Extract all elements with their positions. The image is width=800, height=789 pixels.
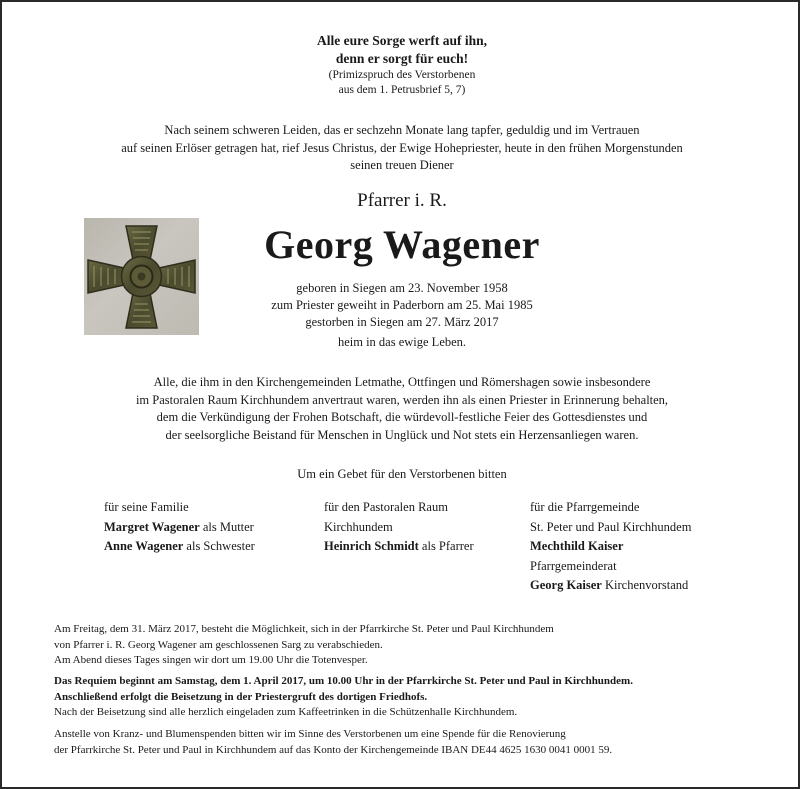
birth-line: geboren in Siegen am 23. November 1958 <box>296 281 508 295</box>
mourners-family <box>104 498 255 557</box>
motto-line-1: Alle eure Sorge werft auf ihn, <box>317 33 487 48</box>
parish-place: St. Peter und Paul Kirchhundem <box>530 519 692 534</box>
family-mourner-1 <box>104 518 255 538</box>
mourners-parish <box>530 498 691 596</box>
farewell-line-1: Am Freitag, dem 31. März 2017, besteht die Möglichkeit, sich in der Pfarrkirche St. Peter und Paul Kirchhundem <box>54 623 554 635</box>
family-mourner-2 <box>104 537 255 557</box>
tribute-line-1: Alle, die ihm in den Kirchengemeinden Letmathe, Ottfingen und Römershagen sowie insbesondere <box>153 375 651 389</box>
mourner-name: Heinrich Schmidt <box>324 539 419 553</box>
requiem-notice <box>54 674 764 721</box>
mourner-name: Margret Wagener <box>104 519 200 534</box>
motto-source-1: (Primizspruch des Verstorbenen <box>328 69 476 81</box>
intro-paragraph <box>42 122 762 175</box>
tribute-line-2: im Pastoralen Raum Kirchhundem anvertraut waren, werden ihn als einen Priester in Erinnerung behalten, <box>135 392 669 407</box>
motto-line-2: denn er sorgt für euch! <box>335 51 469 66</box>
requiem-line-1: Das Requiem beginnt am Samstag, dem 1. April 2017, um 10.00 Uhr in der Pfarrkirche St. Peter und Paul in Kirchhundem. <box>54 675 633 687</box>
death-line: gestorben in Siegen am 27. März 2017 <box>305 315 499 329</box>
life-dates <box>2 280 800 331</box>
donation-line-2: der Pfarrkirche St. Peter und Paul in Kirchhundem auf das Konto der Kirchengemeinde IBAN DE44 4625 1630 0041 0001 59. <box>54 743 613 756</box>
eternal-life-line: heim in das ewige Leben. <box>337 335 467 349</box>
mourner-name: Georg Kaiser <box>530 578 602 592</box>
farewell-line-3: Am Abend dieses Tages singen wir dort um 19.00 Uhr die Totenvesper. <box>54 654 368 666</box>
council-label: Pfarrgemeinderat <box>530 558 617 573</box>
family-heading: für seine Familie <box>104 500 189 514</box>
farewell-line-2: von Pfarrer i. R. Georg Wagener am geschlossenen Sarg zu verabschieden. <box>54 638 383 651</box>
donation-notice <box>54 727 764 758</box>
intro-line-2: auf seinen Erlöser getragen hat, rief Jesus Christus, der Ewige Hohepriester, heute in den frühen Morgenstunden <box>121 140 683 155</box>
prayer-request: Um ein Gebet für den Verstorbenen bitten <box>297 467 507 481</box>
mourners-pastoral <box>324 498 474 557</box>
tribute-line-4: der seelsorgliche Beistand für Menschen in Unglück und Not stets ein Herzensanliegen waren. <box>165 427 639 442</box>
mourner-name: Mechthild Kaiser <box>530 539 624 553</box>
mourner-name: Anne Wagener <box>104 539 184 553</box>
mourner-role: Kirchenvorstand <box>604 578 689 592</box>
intro-line-1: Nach seinem schweren Leiden, das er sechzehn Monate lang tapfer, geduldig und im Vertrauen <box>164 123 640 137</box>
requiem-line-2: Anschließend erfolgt die Beisetzung in der Priestergruft des dortigen Friedhofs. <box>54 690 428 703</box>
tribute-line-3: dem die Verkündigung der Frohen Botschaft, die würdevoll-festliche Feier des Gottesdienstes und <box>156 410 648 424</box>
donation-line-1: Anstelle von Kranz- und Blumenspenden bitten wir im Sinne des Verstorbenen um eine Spende für die Renovierung <box>54 728 566 740</box>
mourner-role: als Schwester <box>186 539 255 553</box>
ordination-line: zum Priester geweiht in Paderborn am 25. Mai 1985 <box>271 298 533 312</box>
parish-heading: für die Pfarrgemeinde <box>530 500 640 514</box>
mourner-role: als Pfarrer <box>421 539 474 553</box>
pastoral-place: Kirchhundem <box>324 519 393 534</box>
requiem-line-3: Nach der Beisetzung sind alle herzlich eingeladen zum Kaffeetrinken in die Schützenhalle Kirchhundem. <box>54 706 518 718</box>
motto-source-2: aus dem 1. Petrusbrief 5, 7) <box>338 84 466 96</box>
pastoral-mourner-1 <box>324 537 474 557</box>
motto-block <box>2 32 800 98</box>
farewell-notice <box>54 622 764 669</box>
parish-mourner-2 <box>530 576 691 596</box>
pastoral-heading: für den Pastoralen Raum <box>324 500 448 514</box>
tribute-paragraph <box>42 374 762 444</box>
deceased-title: Pfarrer i. R. <box>357 190 447 211</box>
deceased-name: Georg Wagener <box>264 222 540 267</box>
intro-line-3: seinen treuen Diener <box>350 158 454 172</box>
mourner-role: als Mutter <box>202 519 254 534</box>
